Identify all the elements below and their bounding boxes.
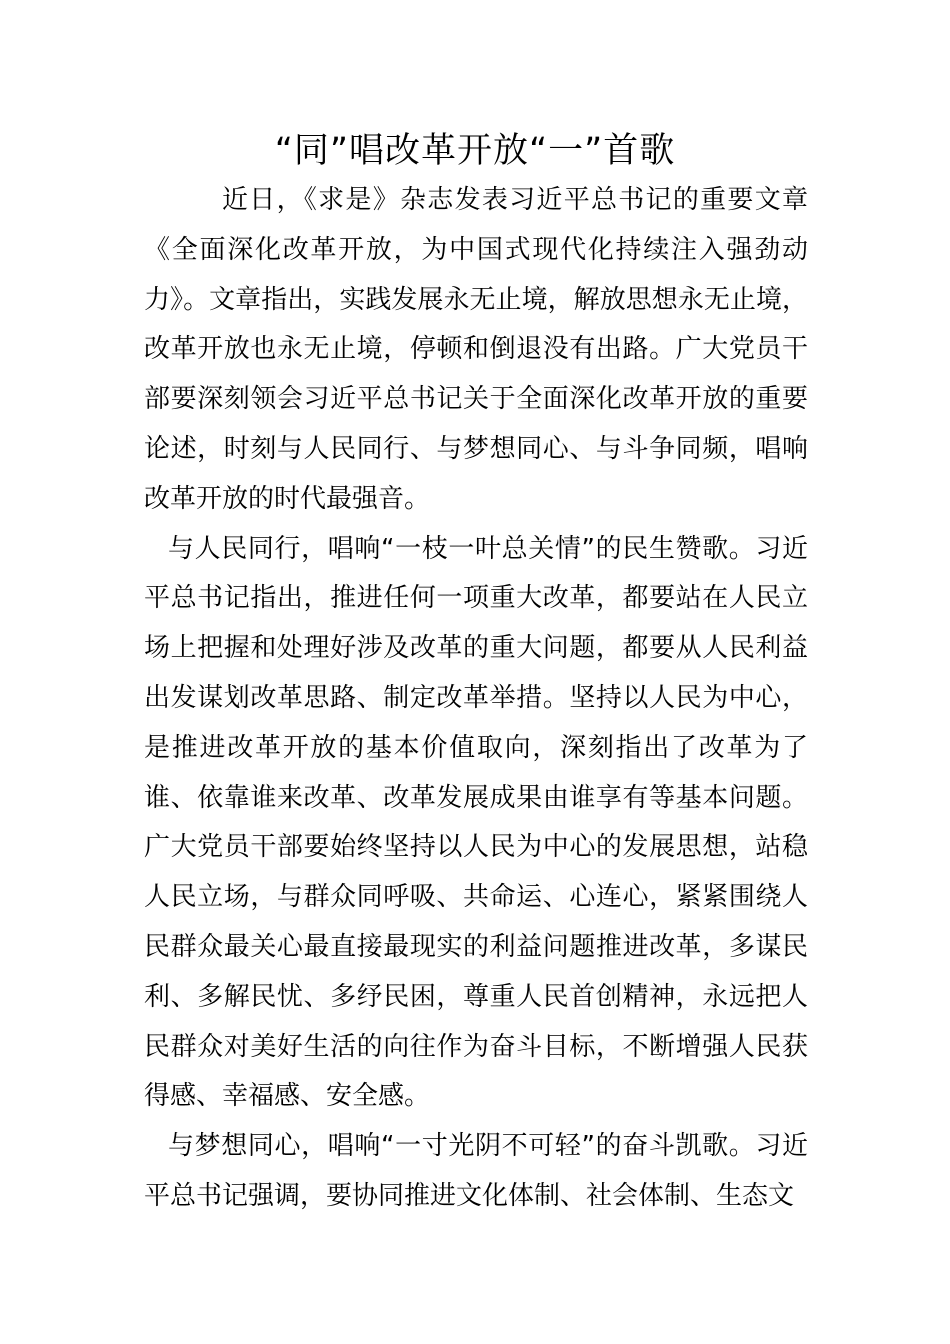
document-title: “同”唱改革开放“一”首歌 [274, 131, 676, 171]
paragraph-2: 与人民同行，唱响“一枝一叶总关情”的民生赞歌。习近平总书记指出，推进任何一项重大改革，都要站在人民立场上把握和处理好涉及改革的重大问题，都要从人民利益出发谋划改革思路、制定改革举措。坚持以人民为中心，是推进改革开放的基本价值取向，深刻指出了改革为了谁、依靠谁来改革、改革发展成果由谁享有等基本问题。广大党员干部要始终坚持以人民为中心的发展思想，站稳人民立场，与群众同呼吸、共命运、心连心，紧紧围绕人民群众最关心最直接最现实的利益问题推进改革，多谋民利、多解民忧、多纾民困，尊重人民首创精神，永远把人民群众对美好生活的向往作为奋斗目标，不断增强人民获得感、幸福感、安全感。 [144, 533, 808, 1112]
document-body [144, 176, 808, 1222]
paragraph-3: 与梦想同心，唱响“一寸光阴不可轻”的奋斗凯歌。习近平总书记强调，要协同推进文化体制、社会体制、生态文 [144, 1131, 808, 1211]
paragraph-1: 近日，《求是》杂志发表习近平总书记的重要文章《全面深化改革开放，为中国式现代化持续注入强劲动力》。文章指出，实践发展永无止境，解放思想永无止境，改革开放也永无止境，停顿和倒退没有出路。广大党员干部要深刻领会习近平总书记关于全面深化改革开放的重要论述，时刻与人民同行、与梦想同心、与斗争同频，唱响改革开放的时代最强音。 [144, 185, 808, 514]
